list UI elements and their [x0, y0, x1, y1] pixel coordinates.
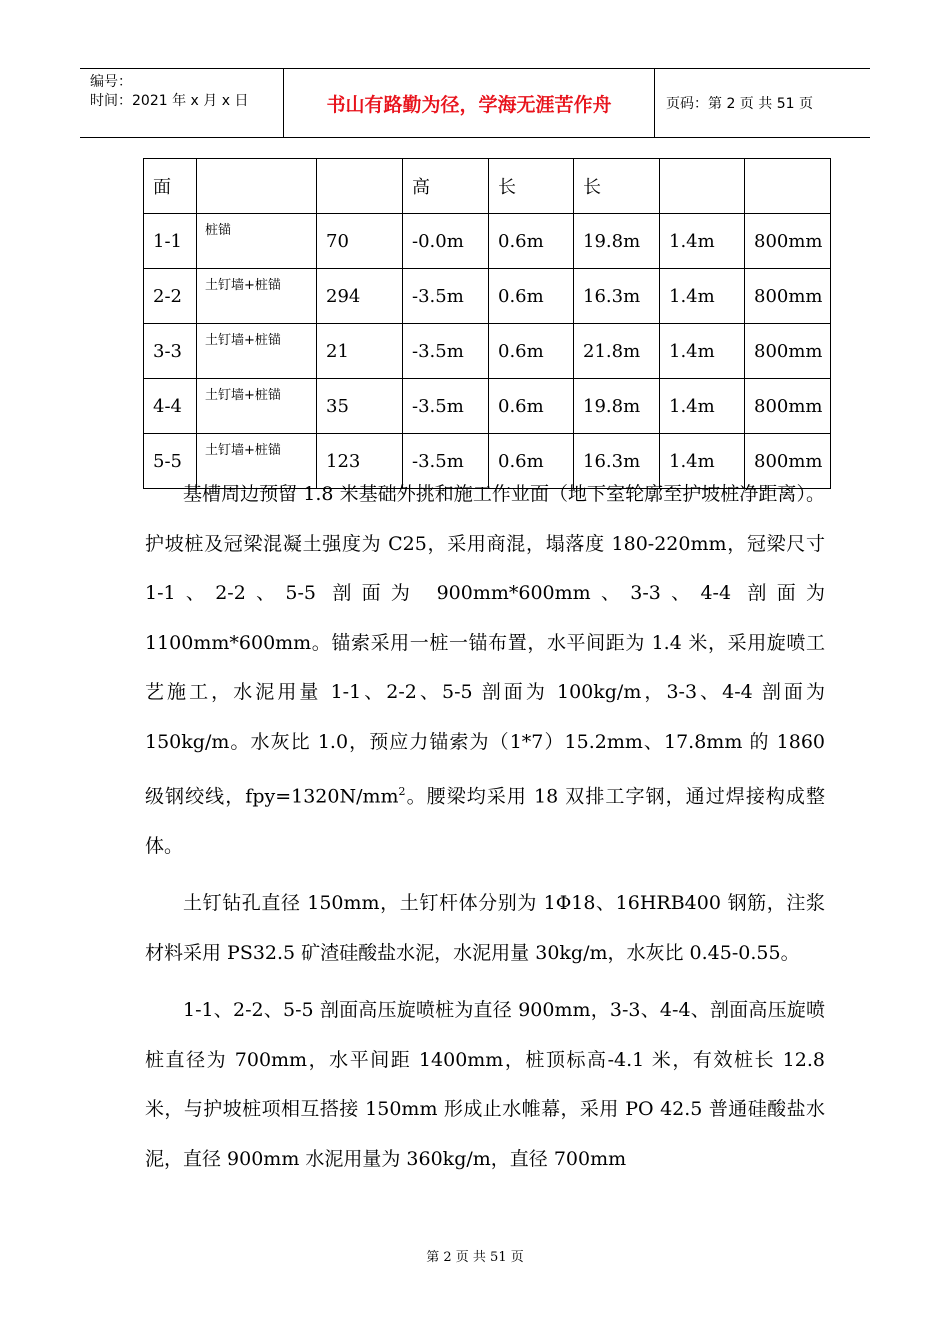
table-cell: 0.6m [489, 324, 574, 379]
table-cell [745, 159, 831, 214]
table-row [144, 324, 831, 379]
page-footer: 第 2 页 共 51 页 [426, 1250, 524, 1265]
table-cell: 1.4m [660, 324, 745, 379]
number-label: 编号： [90, 74, 132, 90]
table-cell: 800mm [745, 434, 831, 489]
table-cell: 800mm [745, 214, 831, 269]
table-cell: 3-3 [144, 324, 197, 379]
table-cell: 16.3m [574, 269, 660, 324]
table-cell: 0.6m [489, 434, 574, 489]
header-meta [80, 69, 282, 137]
table-cell: 70 [317, 214, 403, 269]
table-cell [197, 159, 317, 214]
header-page-info: 页码：第 2 页 共 51 页 [666, 96, 813, 112]
table-cell: 土钉墙+桩锚 [197, 434, 317, 489]
table-cell: 长 [574, 159, 660, 214]
table-cell: 19.8m [574, 379, 660, 434]
paragraph-foundation [145, 470, 825, 871]
table-cell: 1.4m [660, 434, 745, 489]
page-header [80, 68, 870, 138]
table-row [144, 379, 831, 434]
table-cell: 面 [144, 159, 197, 214]
time-label: 时间：2021 年 x 月 x 日 [90, 93, 249, 109]
table-cell: 800mm [745, 324, 831, 379]
table-cell: -3.5m [403, 379, 489, 434]
header-divider [654, 69, 655, 137]
table-cell: -3.5m [403, 269, 489, 324]
document-body [145, 470, 825, 1184]
table-cell: -0.0m [403, 214, 489, 269]
header-motto: 书山有路勤为径，学海无涯苦作舟 [326, 94, 612, 116]
table-cell: -3.5m [403, 324, 489, 379]
table-cell: 0.6m [489, 269, 574, 324]
table-cell: 123 [317, 434, 403, 489]
table-cell: 800mm [745, 269, 831, 324]
table-row [144, 214, 831, 269]
table-cell: 1.4m [660, 269, 745, 324]
table-cell: 21 [317, 324, 403, 379]
table-cell: -3.5m [403, 434, 489, 489]
table-cell: 800mm [745, 379, 831, 434]
table-cell: 长 [489, 159, 574, 214]
table-cell: 21.8m [574, 324, 660, 379]
table-cell: 土钉墙+桩锚 [197, 379, 317, 434]
table-cell: 0.6m [489, 379, 574, 434]
table-cell: 土钉墙+桩锚 [197, 269, 317, 324]
table-cell: 桩锚 [197, 214, 317, 269]
table-cell: 0.6m [489, 214, 574, 269]
paragraph-text: 。腰梁均采用 18 双排工字钢，通过焊接构成整体。 [145, 785, 825, 857]
table-cell: 1.4m [660, 379, 745, 434]
table-cell: 5-5 [144, 434, 197, 489]
table-cell: 16.3m [574, 434, 660, 489]
table-cell: 土钉墙+桩锚 [197, 324, 317, 379]
table-cell: 35 [317, 379, 403, 434]
table-cell: 4-4 [144, 379, 197, 434]
table-cell: 高 [403, 159, 489, 214]
table-cell: 2-2 [144, 269, 197, 324]
table-row [144, 159, 831, 214]
section-table [143, 158, 831, 489]
table-row [144, 269, 831, 324]
table-cell: 1.4m [660, 214, 745, 269]
paragraph-jet-grout: 1-1、2-2、5-5 剖面高压旋喷桩为直径 900mm，3-3、4-4、剖面高压旋喷桩直径为 700mm，水平间距 1400mm，桩顶标高-4.1 米，有效桩长 12.8 米，与护坡桩项相互搭接 150mm 形成止水帷幕，采用 PO 42.5 普通硅酸盐水泥，直径 900mm 水泥用量为 360kg/m，直径 700mm [145, 999, 825, 1170]
paragraph-soil-nail: 土钉钻孔直径 150mm，土钉杆体分别为 1Φ18、16HRB400 钢筋，注浆材料采用 PS32.5 矿渣硅酸盐水泥，水泥用量 30kg/m，水灰比 0.45-0.55。 [145, 892, 825, 964]
table-cell: 294 [317, 269, 403, 324]
table-cell: 1-1 [144, 214, 197, 269]
table-cell: 19.8m [574, 214, 660, 269]
superscript: 2 [398, 785, 406, 798]
table-cell [317, 159, 403, 214]
paragraph-text: 基槽周边预留 1.8 米基础外挑和施工作业面（地下室轮廓至护坡桩净距离）。护坡桩及冠梁混凝土强度为 C25，采用商混，塌落度 180-220mm，冠梁尺寸 1-1、2-2、5-5 剖面为 900mm*600mm、3-3、4-4 剖面为 1100mm*600mm。锚索采用一桩一锚布置，水平间距为 1.4 米，采用旋喷工艺施工，水泥用量 1-1、2-2、5-5 剖面为 100kg/m，3-3、4-4 剖面为 150kg/m。水灰比 1.0，预应力锚索为（1*7）15.2mm、17.8mm 的 1860 级钢绞线，fpy=1320N/mm [145, 483, 825, 808]
table-cell [660, 159, 745, 214]
